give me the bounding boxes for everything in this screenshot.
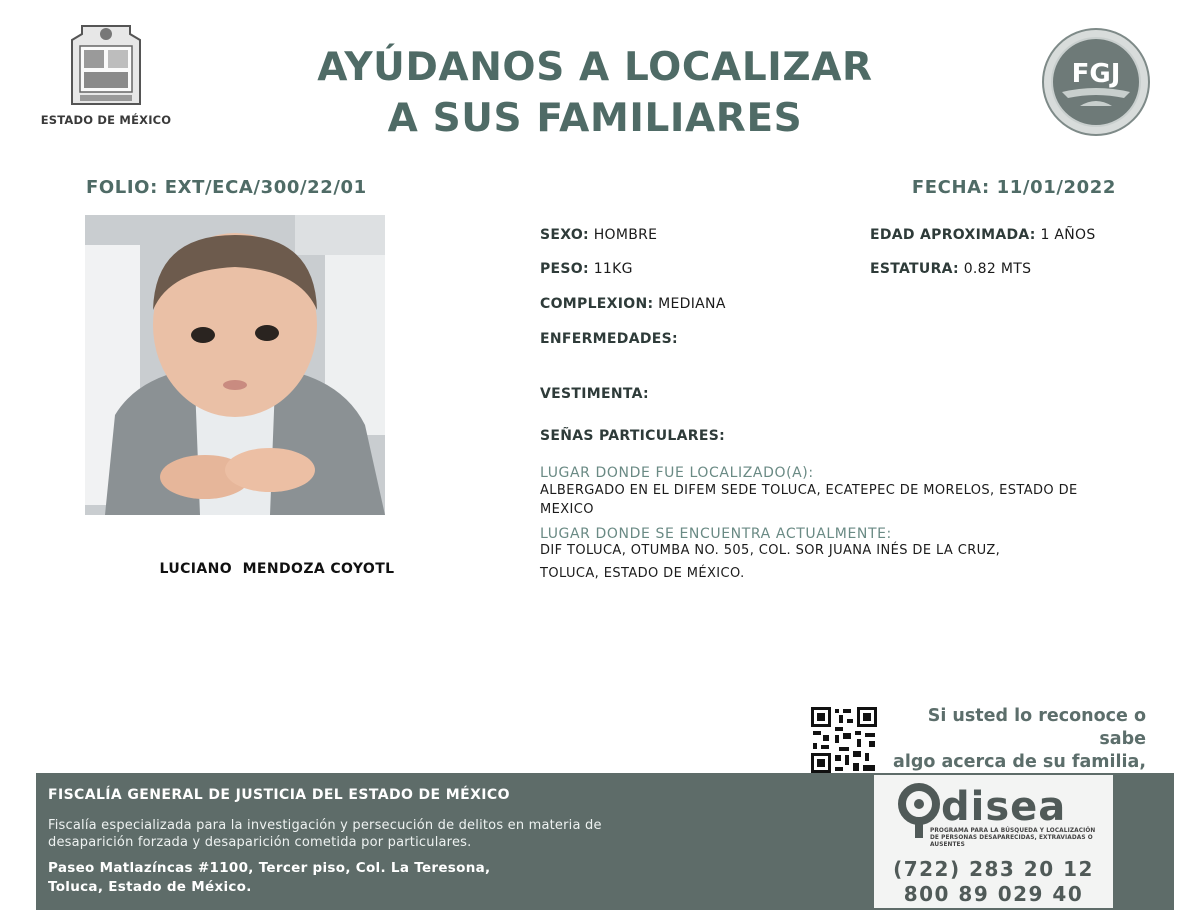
- field-senas: [540, 428, 725, 444]
- sexo-label: SEXO:: [540, 227, 589, 243]
- odisea-logo-text: disea: [941, 784, 1067, 830]
- person-name: LUCIANO MENDOZA COYOTL: [159, 561, 395, 577]
- field-estatura: [870, 261, 1031, 277]
- folio-value: EXT/ECA/300/22/01: [164, 177, 367, 198]
- sexo-value: HOMBRE: [593, 227, 658, 243]
- state-seal-icon: [66, 20, 146, 110]
- peso-value: 11KG: [593, 261, 633, 277]
- complexion-value: MEDIANA: [658, 296, 726, 312]
- field-peso: [540, 261, 633, 277]
- field-enfermedades: [540, 331, 678, 347]
- fgj-logo-text: FGJ: [1071, 59, 1121, 89]
- vestimenta-label: VESTIMENTA:: [540, 386, 649, 402]
- footer-address-line-1: Paseo Matlazíncas #1100, Tercer piso, Col. La Teresona,: [48, 860, 491, 876]
- qr-code-icon[interactable]: [809, 705, 879, 775]
- phone-number-1[interactable]: (722) 283 20 12: [893, 857, 1094, 881]
- senas-label: SEÑAS PARTICULARES:: [540, 428, 725, 444]
- field-sexo: [540, 227, 657, 243]
- edad-value: 1 AÑOS: [1040, 227, 1096, 243]
- enfermedades-label: ENFERMEDADES:: [540, 331, 678, 347]
- footer-org: FISCALÍA GENERAL DE JUSTICIA DEL ESTADO DE MÉXICO: [48, 787, 510, 803]
- page-title: [250, 42, 940, 144]
- footer-address-line-2: Toluca, Estado de México.: [48, 879, 252, 895]
- lugar-localizado-label: LUGAR DONDE FUE LOCALIZADO(A):: [540, 465, 814, 481]
- footer-address: [48, 859, 648, 897]
- phone-number-2[interactable]: 800 89 029 40: [903, 882, 1084, 906]
- peso-label: PESO:: [540, 261, 589, 277]
- fecha-value: 11/01/2022: [996, 177, 1116, 198]
- state-caption: ESTADO DE MÉXICO: [40, 113, 172, 127]
- folio: [86, 177, 367, 198]
- lugar-actual-line-1: DIF TOLUCA, OTUMBA NO. 505, COL. SOR JUANA INÉS DE LA CRUZ,: [540, 543, 1001, 558]
- lugar-localizado-value: ALBERGADO EN EL DIFEM SEDE TOLUCA, ECATEPEC DE MORELOS, ESTADO DE MEXICO: [540, 483, 1078, 517]
- cta-line-1: Si usted lo reconoce o sabe: [927, 706, 1146, 749]
- title-line-1: AYÚDANOS A LOCALIZAR: [317, 45, 873, 90]
- lugar-actual-line-2: TOLUCA, ESTADO DE MÉXICO.: [540, 566, 745, 581]
- title-line-2: A SUS FAMILIARES: [387, 96, 803, 141]
- footer-description: Fiscalía especializada para la investigación y persecución de delitos en materia de desaparición forzada y desaparición cometida por particulares.: [48, 818, 602, 850]
- person-photo: [85, 215, 385, 515]
- estatura-value: 0.82 MTS: [963, 261, 1032, 277]
- folio-label: FOLIO:: [86, 177, 158, 198]
- edad-label: EDAD APROXIMADA:: [870, 227, 1036, 243]
- fgj-seal-icon: [1040, 26, 1152, 138]
- lugar-actual-label: LUGAR DONDE SE ENCUENTRA ACTUALMENTE:: [540, 526, 892, 542]
- field-vestimenta: [540, 386, 649, 402]
- complexion-label: COMPLEXION:: [540, 296, 654, 312]
- field-edad: [870, 227, 1096, 243]
- field-complexion: [540, 296, 726, 312]
- cta-line-2: algo acerca de su familia,: [893, 752, 1146, 772]
- fecha: [912, 177, 1116, 198]
- odisea-subtitle: PROGRAMA PARA LA BÚSQUEDA Y LOCALIZACIÓN DE PERSONAS DESAPARECIDAS, EXTRAVIADAS O AUSENTES: [930, 828, 1096, 848]
- estatura-label: ESTATURA:: [870, 261, 959, 277]
- fecha-label: FECHA:: [911, 177, 990, 198]
